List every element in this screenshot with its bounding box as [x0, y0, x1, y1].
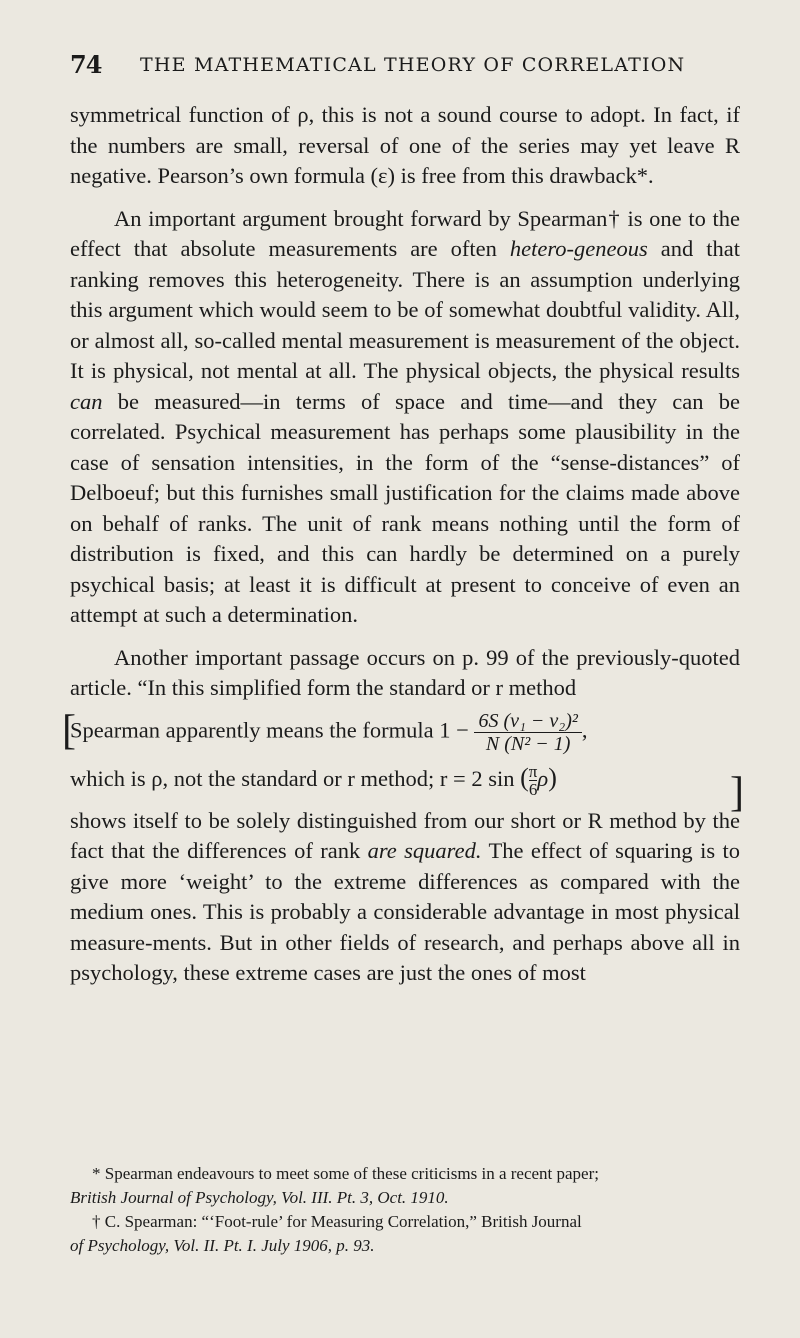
paragraph-4-text-b: The effect of squaring is to give more ‘weight’ to the extreme differences as compared with the medium ones. This is probably a considerable advantage in most physical measure-ments. But in other fields of research, and perhaps above all in psychology, these extreme cases are just the ones of most — [70, 838, 740, 986]
paragraph-4-text-a: shows itself to be solely distinguished from our short or R method by the fact that the differences of rank — [70, 807, 740, 864]
sin-rho: ρ — [537, 765, 549, 791]
paragraph-4-italic: are squared. — [367, 838, 482, 864]
footnote-2-line-1: † C. Spearman: “‘Foot-rule’ for Measuring Correlation,” British Journal — [92, 1212, 582, 1231]
footnote-1-line-1: * Spearman endeavours to meet some of these criticisms in a recent paper; — [92, 1164, 599, 1183]
paragraph-2-text-b: and that ranking removes this heterogeneity. There is an assumption underlying this argument which would seem to be of somewhat doubtful validity. All, or almost all, so-called mental measurement is measurement of the object. It is physical, not mental at all. The physical objects, the physical results — [70, 236, 740, 383]
paragraph-1: symmetrical function of ρ, this is not a sound course to adopt. In fact, if the numbers are small, reversal of one of the series may yet leave R negative. Pearson’s own formula (ε) is free from this drawback*. — [70, 102, 740, 188]
paragraph-2-text-c: be measured—in terms of space and time—and they can be correlated. Psychical measurement has perhaps some plausibility in the case of sensation intensities, in the form of the “sense-distances” of Delboeuf; but this furnishes small justification for the claims made above on behalf of ranks. The unit of rank means nothing until the form of distribution is fixed, and this can hardly be determined on a purely psychical basis; at least it is difficult at present to conceive of even an attempt at such a determination. — [70, 388, 740, 627]
footnote-1-line-2: British Journal of Psychology, Vol. III. Pt. 3, Oct. 1910. — [70, 1188, 449, 1207]
footnotes — [70, 1162, 750, 1258]
fraction-numerator: 6S (ν₁ − ν₂)² — [474, 710, 581, 733]
close-bracket: ] — [730, 769, 744, 816]
fraction-denominator: N (N² − 1) — [485, 732, 571, 755]
formula-line-1: Spearman apparently means the formula 1 − $\frac{\text{6S (ν₁ − ν₂)²}}{\text{N (N² − 1)}}$ , — [70, 709, 588, 755]
paragraph-2-italic: hetero-geneous — [509, 236, 648, 261]
formula-line-2: which is ρ, not the standard or r method; r = 2 sin ( $\frac{\pi}{6}$ ρ) — [70, 761, 557, 799]
paragraph-2-text-a: An important argument brought forward by Spearman† is one to the effect that absolute measurements are often — [70, 205, 740, 261]
spearman-formula-fraction — [474, 710, 581, 755]
page-number: 74 — [70, 50, 102, 79]
running-head: THE MATHEMATICAL THEORY OF CORRELATION — [140, 54, 686, 76]
paragraph-3: Another important passage occurs on p. 99 of the previously-quoted article. “In this simplified form the standard or r method — [70, 644, 740, 700]
sin-denominator: 6 — [528, 779, 538, 799]
paragraph-4 — [70, 806, 740, 989]
paragraph-2-italic-2: can — [70, 388, 103, 414]
paragraph-2 — [70, 204, 740, 631]
formula-block — [62, 707, 744, 816]
sin-numerator: π — [528, 761, 538, 781]
footnote-2-line-2: of Psychology, Vol. II. Pt. I. July 1906, p. 93. — [70, 1236, 375, 1255]
open-bracket: [ — [62, 707, 76, 754]
formula-line-1-text: Spearman apparently means the formula 1 − — [70, 717, 469, 743]
body-text — [62, 100, 744, 989]
page-header — [70, 50, 770, 90]
formula-line-2-text: which is ρ, not the standard or r method; r = 2 sin — [70, 765, 515, 791]
